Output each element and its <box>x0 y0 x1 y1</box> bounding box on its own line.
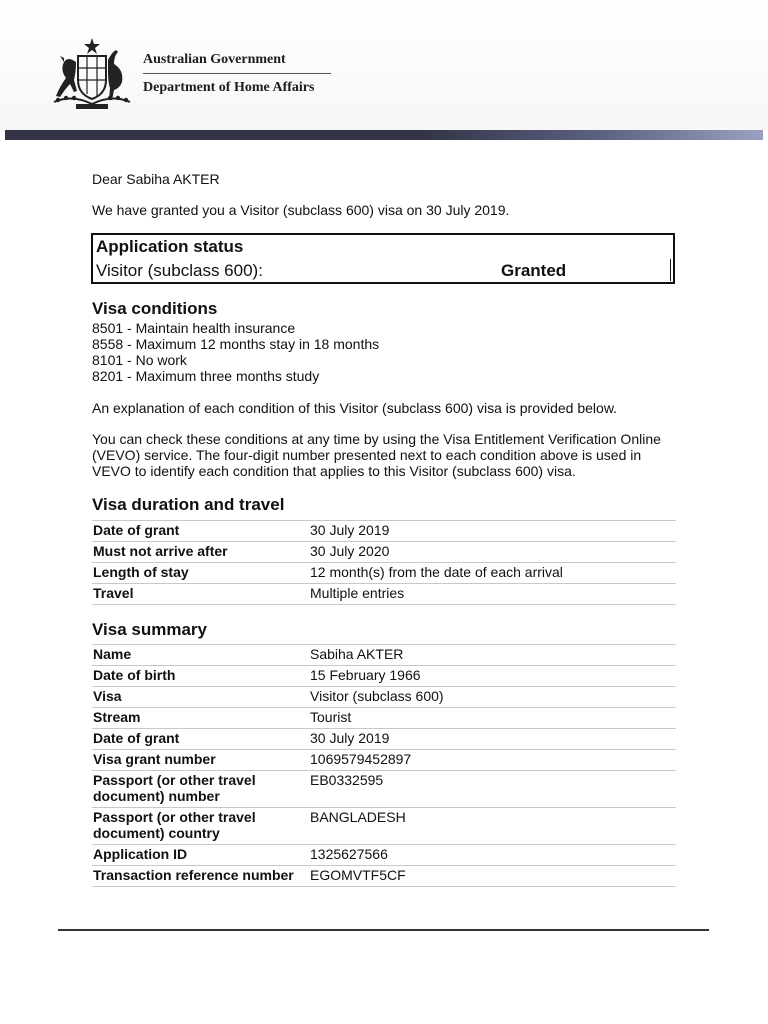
row-label: Visa grant number <box>93 751 216 767</box>
row-label: Stream <box>93 709 141 725</box>
conditions-explanation: An explanation of each condition of this Visitor (subclass 600) visa is provided below. <box>92 400 618 416</box>
row-label-line: Passport (or other travel <box>93 809 256 825</box>
vevo-line: VEVO to identify each condition that applies to this Visitor (subclass 600) visa. <box>92 463 576 479</box>
row-value: 15 February 1966 <box>310 667 421 683</box>
table-row <box>92 729 676 750</box>
row-value: Sabiha AKTER <box>310 646 404 662</box>
row-label: Name <box>93 646 132 662</box>
row-value: 30 July 2019 <box>310 730 390 746</box>
row-label-line: Passport (or other travel <box>93 772 256 788</box>
condition-item: 8101 - No work <box>92 352 187 368</box>
table-row <box>92 808 676 845</box>
table-row <box>92 521 676 542</box>
status-value: Granted <box>501 261 567 280</box>
table-row <box>92 845 676 866</box>
table-row <box>92 708 676 729</box>
vevo-line: You can check these conditions at any time by using the Visa Entitlement Verification Online <box>92 431 661 447</box>
row-label: Visa <box>93 688 122 704</box>
table-row <box>92 687 676 708</box>
row-value: 12 month(s) from the date of each arrival <box>310 564 563 580</box>
conditions-list <box>92 320 379 384</box>
row-label: Transaction reference number <box>93 867 294 883</box>
application-status-box <box>91 233 675 284</box>
salutation: Dear Sabiha AKTER <box>92 171 220 187</box>
summary-heading: Visa summary <box>92 620 207 639</box>
department-name: Department of Home Affairs <box>143 80 315 95</box>
table-row <box>92 666 676 687</box>
grant-intro: We have granted you a Visitor (subclass 600) visa on 30 July 2019. <box>92 202 510 218</box>
condition-item: 8501 - Maintain health insurance <box>92 320 296 336</box>
table-row <box>92 771 676 808</box>
footer-divider <box>58 929 709 931</box>
row-value: Visitor (subclass 600) <box>310 688 444 704</box>
status-title: Application status <box>96 237 244 256</box>
row-value: 30 July 2020 <box>310 543 390 559</box>
row-label: Date of grant <box>93 730 180 746</box>
coat-of-arms-icon <box>46 36 138 112</box>
government-name: Australian Government <box>143 52 331 74</box>
summary-table <box>92 644 676 887</box>
table-row <box>92 750 676 771</box>
row-label <box>93 809 305 841</box>
row-value: EGOMVTF5CF <box>310 867 406 883</box>
page-header <box>0 0 768 130</box>
row-value: 1325627566 <box>310 846 388 862</box>
vevo-line: (VEVO) service. The four-digit number presented next to each condition above is used in <box>92 447 642 463</box>
row-label: Application ID <box>93 846 188 862</box>
row-value: Multiple entries <box>310 585 405 601</box>
row-value: Tourist <box>310 709 352 725</box>
table-row <box>92 542 676 563</box>
header-bar <box>5 130 763 140</box>
duration-table <box>92 520 676 605</box>
row-value: 30 July 2019 <box>310 522 390 538</box>
duration-heading: Visa duration and travel <box>92 495 285 514</box>
row-value: BANGLADESH <box>310 809 406 825</box>
row-label-line: document) number <box>93 788 220 804</box>
condition-item: 8201 - Maximum three months study <box>92 368 320 384</box>
row-label: Date of grant <box>93 522 180 538</box>
condition-item: 8558 - Maximum 12 months stay in 18 months <box>92 336 380 352</box>
row-value: 1069579452897 <box>310 751 412 767</box>
row-label: Date of birth <box>93 667 176 683</box>
row-value: EB0332595 <box>310 772 384 788</box>
row-label: Must not arrive after <box>93 543 228 559</box>
table-row <box>92 866 676 887</box>
row-label-line: document) country <box>93 825 220 841</box>
status-visa-label: Visitor (subclass 600): <box>96 261 263 280</box>
conditions-heading: Visa conditions <box>92 299 218 318</box>
table-row <box>92 563 676 584</box>
table-row <box>92 645 676 666</box>
row-label <box>93 772 305 804</box>
row-label: Travel <box>93 585 134 601</box>
agency-name <box>143 52 331 96</box>
table-row <box>92 584 676 605</box>
vevo-paragraph <box>92 431 661 479</box>
row-label: Length of stay <box>93 564 189 580</box>
